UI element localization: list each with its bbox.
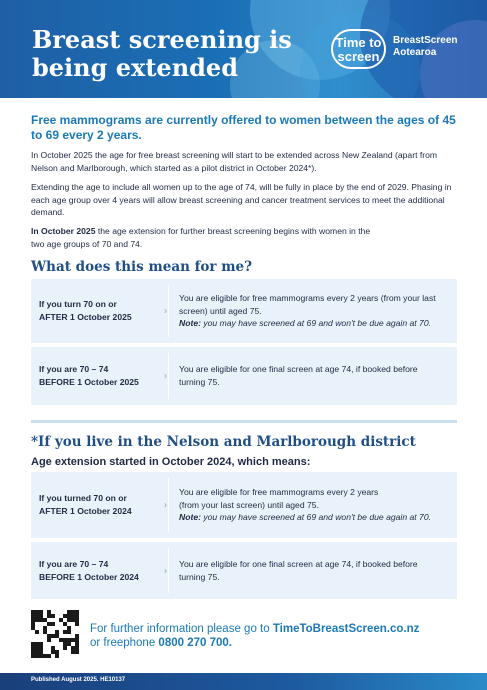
brand-name [393, 35, 457, 59]
qr-module [75, 622, 79, 626]
note-text: you may have screened at 69 and won't be due again at 70. [200, 512, 431, 523]
qr-module [51, 614, 55, 618]
time-to-screen-logo [331, 29, 386, 69]
section-divider [31, 420, 457, 423]
footer-bar [0, 673, 487, 690]
row-condition [31, 542, 169, 599]
condition-line1: If you are 70 – 74 [39, 558, 109, 569]
table-row [31, 472, 457, 538]
website-link[interactable]: TimeToBreastScreen.co.nz [272, 623, 420, 635]
logo-line1: Time to [335, 35, 382, 50]
brand-line2: Aotearoa [393, 47, 437, 58]
note-text: you may have screened at 69 and won't be due again at 70. [200, 318, 431, 329]
intro-paragraph-1: In October 2025 the age for free breast screening will start to be extended across New Zealand (apart from Nelson and Marlborough, which started as a pilot district in October 2024*). [31, 150, 438, 173]
outcome-note [179, 511, 445, 524]
row-condition [31, 472, 169, 538]
phone-prefix: or freephone [90, 637, 159, 649]
section-heading-nelson-marlborough: *If you live in the Nelson and Marlborough district [31, 434, 416, 450]
note-label: Note: [179, 318, 201, 329]
qr-module [47, 638, 51, 642]
row-condition [31, 347, 169, 405]
section-heading-what-does-this-mean: What does this mean for me? [31, 259, 253, 275]
row-condition [31, 279, 169, 343]
chevron-right-icon: › [164, 565, 167, 576]
phone-number[interactable]: 0800 270 700. [158, 637, 232, 649]
row-outcome [169, 472, 457, 538]
qr-module [35, 630, 39, 634]
intro-paragraph-3-rest: the age extension for further breast screening begins with women in the [95, 226, 371, 236]
row-outcome [169, 347, 457, 405]
eligibility-table [31, 279, 457, 409]
section-subheading: Age extension started in October 2024, which means: [31, 456, 311, 468]
qr-module [47, 654, 51, 658]
qr-module [67, 630, 71, 634]
intro-paragraph-3-line2: two age groups of 70 and 74. [31, 238, 143, 249]
qr-code-icon[interactable] [31, 610, 79, 658]
info-prefix: For further information please go to [90, 623, 273, 635]
outcome-text: You are eligible for one final screen at age 74, if booked before turning 75. [179, 364, 418, 387]
outcome-text: You are eligible for free mammograms every 2 years (from your last screen) until aged 75. [179, 293, 436, 316]
outcome-line1: You are eligible for free mammograms every 2 years [179, 487, 379, 498]
condition-line2: AFTER 1 October 2025 [39, 312, 132, 322]
published-note: Published August 2025. HE10137 [31, 677, 126, 683]
intro-paragraph-3 [31, 225, 461, 250]
intro-paragraph-2: Extending the age to include all women up to the age of 74, will be fully in place by the end of 2029. Phasing in each age group over 4 years will allow breast screening and cancer treatment services to meet the additional demand. [31, 182, 452, 218]
header-banner [0, 0, 487, 98]
chevron-right-icon: › [164, 370, 167, 381]
qr-module [75, 650, 79, 654]
table-row [31, 279, 457, 343]
qr-module [55, 654, 59, 658]
outcome-text: You are eligible for one final screen at age 74, if booked before turning 75. [179, 558, 418, 582]
row-outcome [169, 542, 457, 599]
outcome-line2: (from your last screen) until aged 75. [179, 499, 319, 510]
further-information [90, 622, 419, 650]
condition-line1: If you turn 70 on or [39, 299, 117, 310]
lead-text: Free mammograms are currently offered to women between the ages of 45 to 69 every 2 years. [31, 113, 456, 142]
row-outcome [169, 279, 457, 343]
brand-line1: BreastScreen [393, 35, 458, 46]
chevron-right-icon: › [164, 305, 167, 316]
qr-module [51, 622, 55, 626]
condition-line2: BEFORE 1 October 2025 [39, 377, 139, 387]
qr-module [63, 646, 67, 650]
table-row [31, 542, 457, 599]
intro-paragraph-3-bold: In October 2025 [31, 226, 96, 236]
condition-line2: AFTER 1 October 2024 [39, 506, 132, 516]
condition-line1: If you turned 70 on or [39, 493, 127, 504]
condition-line2: BEFORE 1 October 2024 [39, 571, 139, 582]
chevron-right-icon: › [164, 499, 167, 510]
logo-line2: screen [337, 49, 380, 64]
note-label: Note: [179, 512, 201, 523]
nelson-eligibility-table [31, 472, 457, 603]
condition-line1: If you are 70 – 74 [39, 364, 109, 375]
table-row [31, 347, 457, 405]
page-title: Breast screening is being extended [32, 25, 292, 82]
outcome-note [179, 317, 445, 330]
